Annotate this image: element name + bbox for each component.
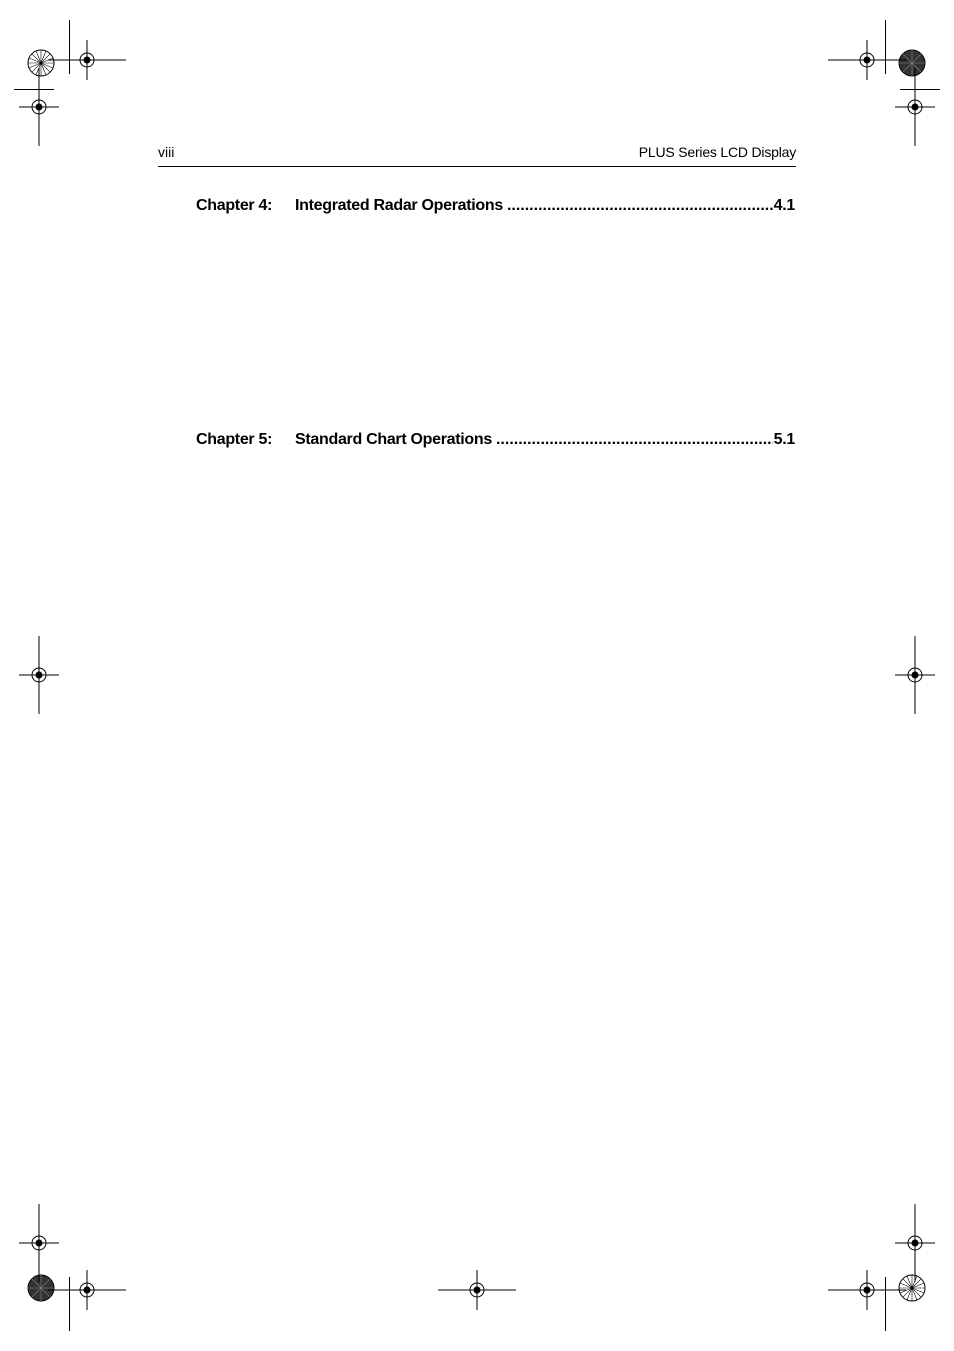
- toc-chapter-title: Standard Chart Operations: [295, 431, 492, 448]
- toc-page-number: 4.1: [773, 197, 795, 214]
- page-number: viii: [158, 144, 175, 160]
- toc-page-number: 5.1: [773, 431, 795, 448]
- registration-crosshair-icon: [19, 68, 59, 146]
- registration-crosshair-icon: [48, 40, 126, 80]
- document-title: PLUS Series LCD Display: [638, 144, 796, 160]
- toc-dot-leader: [507, 197, 773, 215]
- registration-crosshair-icon: [48, 1270, 126, 1310]
- registration-crosshair-icon: [828, 1270, 906, 1310]
- page-header: [158, 144, 796, 167]
- toc-chapter-label: Chapter 4:: [196, 197, 273, 214]
- toc-entry-chapter-5[interactable]: [196, 431, 795, 453]
- registration-crosshair-icon: [438, 1270, 516, 1310]
- registration-crosshair-icon: [19, 636, 59, 714]
- toc-chapter-title: Integrated Radar Operations: [295, 197, 503, 214]
- registration-crosshair-icon: [895, 68, 935, 146]
- toc-dot-leader: [496, 431, 773, 449]
- toc-chapter-label: Chapter 5:: [196, 431, 273, 448]
- registration-crosshair-icon: [895, 636, 935, 714]
- toc-entry-chapter-4[interactable]: [196, 197, 795, 219]
